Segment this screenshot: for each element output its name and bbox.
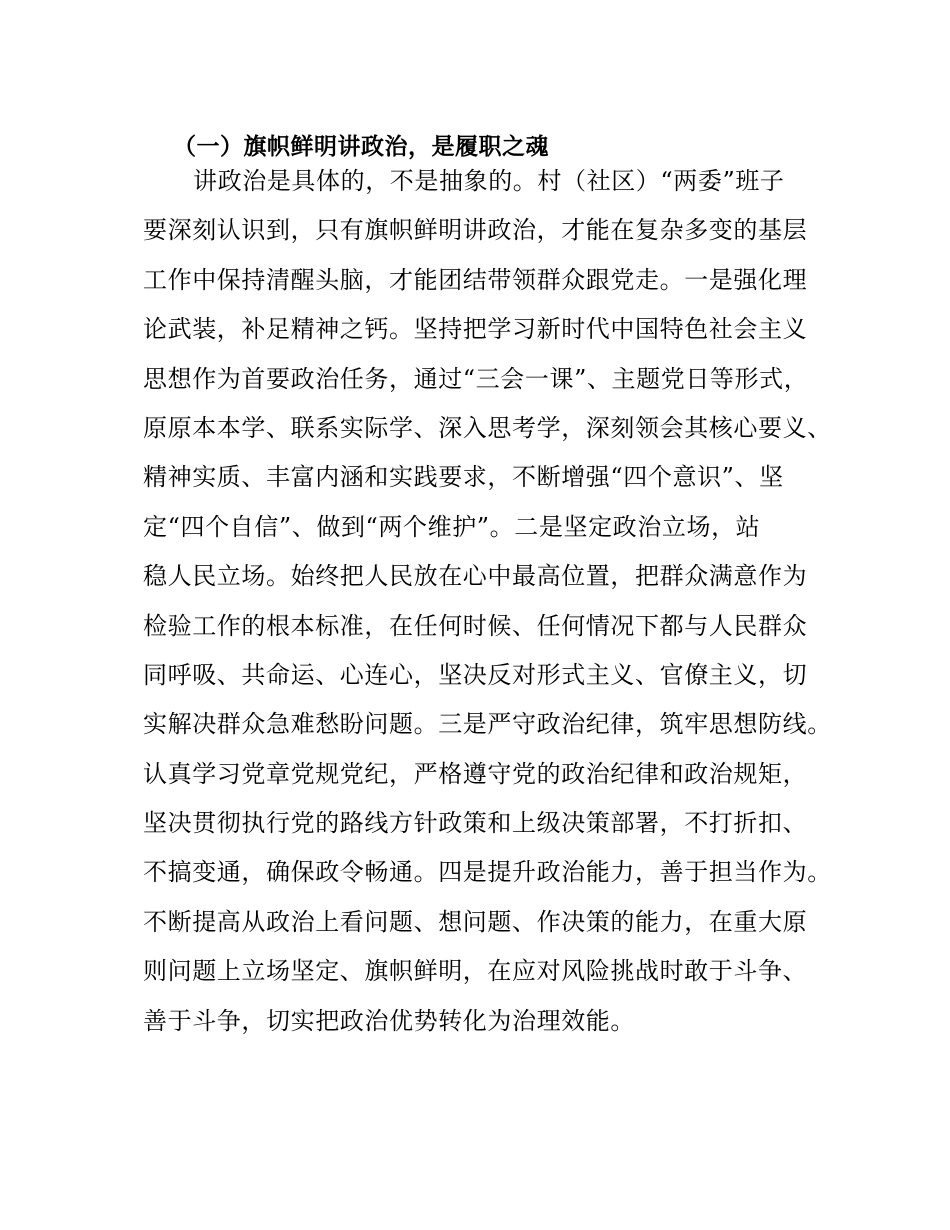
paragraph-line: 不搞变通，确保政令畅通。四是提升政治能力，善于担当作为。	[143, 858, 832, 887]
paragraph-line: 工作中保持清醒头脑，才能团结带领群众跟党走。一是强化理	[143, 265, 808, 294]
paragraph-line: 原原本本学、联系实际学、深入思考学，深刻领会其核心要义、	[143, 413, 832, 442]
paragraph-line: 善于斗争，切实把政治优势转化为治理效能。	[143, 1006, 635, 1035]
paragraph-line: 定“四个自信”、做到“两个维护”。二是坚定政治立场，站	[143, 512, 761, 541]
body-paragraph	[143, 166, 843, 1055]
paragraph-line: 认真学习党章党规党纪，严格遵守党的政治纪律和政治规矩，	[143, 759, 808, 788]
paragraph-line: 坚决贯彻执行党的路线方针政策和上级决策部署，不打折扣、	[143, 809, 808, 838]
paragraph-line: 精神实质、丰富内涵和实践要求，不断增强“四个意识”、坚	[143, 463, 784, 492]
paragraph-line: 同呼吸、共命运、心连心，坚决反对形式主义、官僚主义，切	[143, 660, 808, 689]
paragraph-line: 思想作为首要政治任务，通过“三会一课”、主题党日等形式，	[143, 364, 809, 393]
paragraph-line: 稳人民立场。始终把人民放在心中最高位置，把群众满意作为	[143, 562, 808, 591]
paragraph-line: 检验工作的根本标准，在任何时候、任何情况下都与人民群众	[143, 611, 808, 640]
section-heading: （一）旗帜鲜明讲政治，是履职之魂	[173, 134, 549, 160]
paragraph-line: 不断提高从政治上看问题、想问题、作决策的能力，在重大原	[143, 907, 808, 936]
paragraph-line: 讲政治是具体的，不是抽象的。村（社区）“两委”班子	[193, 167, 785, 195]
paragraph-line: 要深刻认识到，只有旗帜鲜明讲政治，才能在复杂多变的基层	[143, 216, 808, 245]
paragraph-line: 则问题上立场坚定、旗帜鲜明，在应对风险挑战时敢于斗争、	[143, 957, 808, 986]
paragraph-line: 论武装，补足精神之钙。坚持把学习新时代中国特色社会主义	[143, 315, 808, 344]
paragraph-line: 实解决群众急难愁盼问题。三是严守政治纪律，筑牢思想防线。	[143, 710, 832, 739]
